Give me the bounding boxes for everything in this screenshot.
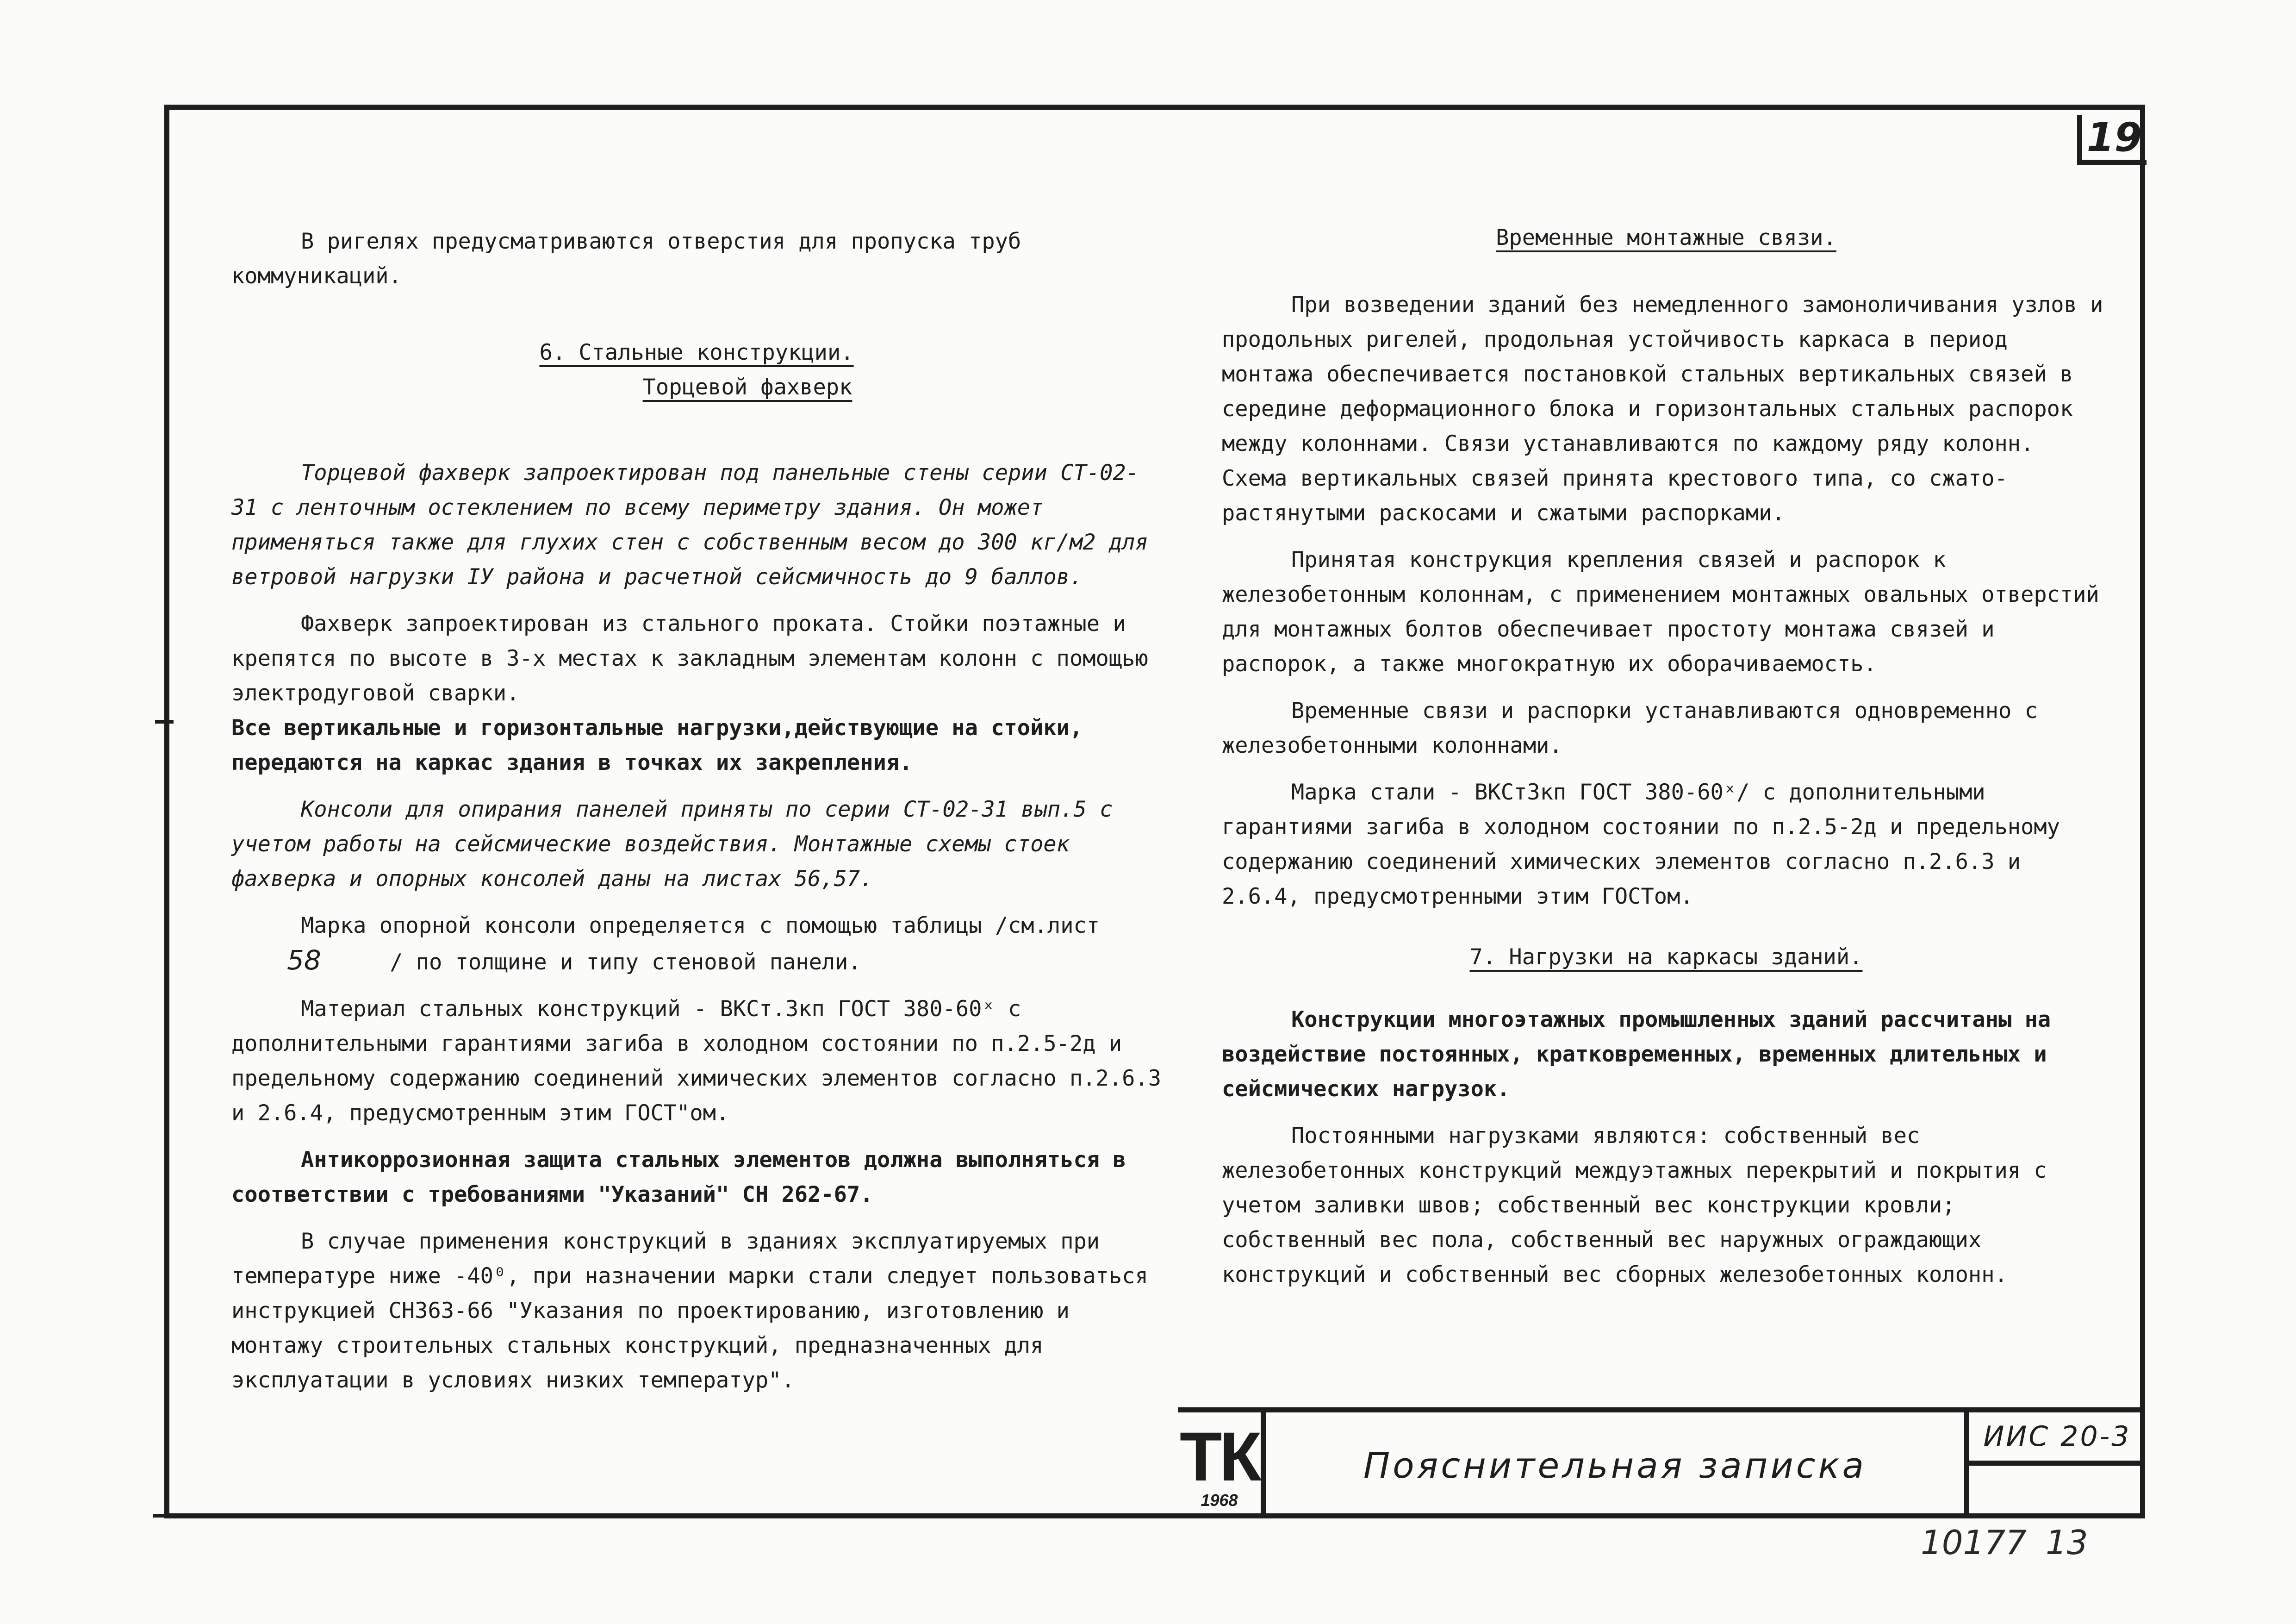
- paragraph-console-brand: Марка опорной консоли определяется с помощью таблицы /см.лист 58 / по толщине и типу стеновой панели.: [231, 908, 1162, 980]
- paragraph-framework-steel: Фахверк запроектирован из стального проката. Стойки поэтажные и крепятся по высоте в 3-х местах к закладным элементам колонн с помощью электродуговой сварки.: [231, 611, 1148, 706]
- document-title: Пояснительная записка: [1266, 1412, 1969, 1518]
- paragraph-loads-transfer: Все вертикальные и горизонтальные нагрузки,действующие на стойки, передаются на каркас здания в точках их закрепления.: [231, 715, 1083, 775]
- section6-title: 6. Стальные конструкции.: [539, 340, 854, 365]
- tk-logo-year: 1968: [1201, 1490, 1238, 1510]
- paragraph-erection-stability: При возведении зданий без немедленного замоноличивания узлов и продольных ригелей, продольная устойчивость каркаса в период монтажа обеспечивается постановкой стальных вертикальных связей в середине деформационного блока и горизонтальных стальных распорок между колоннами. Связи устанавливаются по каждому ряду колонн. Схема вертикальных связей принята крестового типа, со сжато-растянутыми раскосами и сжатыми распорками.: [1222, 292, 2103, 526]
- paragraph-steel-brand: Марка стали - ВКСт3кп ГОСТ 380-60ˣ/ с дополнительными гарантиями загиба в холодном состоянии по п.2.5-2д и предельному содержанию соединений химических элементов согласно п.2.6.3 и 2.6.4, предусмотренными этим ГОСТом.: [1222, 780, 2060, 909]
- paragraph-end-framework: Торцевой фахверк запроектирован под панельные стены серии СТ-02-31 с ленточным остеклением по всему периметру здания. Он может применяться также для глухих стен с собственным весом до 300 кг/м2 для ветровой нагрузки IУ района и расчетной сейсмичность до 9 баллов.: [231, 460, 1148, 590]
- tk-logo: [1178, 1412, 1266, 1518]
- paragraph-permanent-loads: Постоянными нагрузками являются: собственный вес железобетонных конструкций междуэтажных перекрытий и покрытия с учетом заливки швов; собственный вес конструкции кровли; собственный вес пола, собственный вес наружных ограждающих конструкций и собственный вес сборных железобетонных колонн.: [1222, 1123, 2047, 1287]
- paragraph-consoles: Консоли для опирания панелей приняты по серии СТ-02-31 вып.5 с учетом работы на сейсмические воздействия. Монтажные схемы стоек фахверка и опорных консолей даны на листах 56,57.: [231, 797, 1113, 892]
- margin-tick: [155, 720, 174, 724]
- paragraph-bracing-install: Временные связи и распорки устанавливаются одновременно с железобетонными колоннами.: [1222, 698, 2038, 758]
- page-mark: 19: [2077, 115, 2147, 165]
- bottom-edge-line: [153, 1514, 171, 1518]
- left-column: [231, 224, 1162, 1398]
- title-block: [1178, 1407, 2145, 1518]
- tk-logo-letters: ТК: [1179, 1417, 1259, 1495]
- page-number: 13: [2046, 1523, 2088, 1562]
- series-code: ИИС 20-3: [1969, 1412, 2145, 1466]
- section7-title: 7. Нагрузки на каркасы зданий.: [1469, 944, 1863, 970]
- section6-subtitle: Торцевой фахверк: [642, 375, 852, 400]
- paragraph-steel-material: Материал стальных конструкций - ВКСт.3кп ГОСТ 380-60ˣ с дополнительными гарантиями загиба в холодном состоянии по п.2.5-2д и предельному содержанию соединений химических элементов согласно п.2.6.3 и 2.6.4, предусмотренным этим ГОСТ"ом.: [231, 996, 1162, 1126]
- sheet-reference: 58: [287, 944, 321, 976]
- paragraph-design-loads: Конструкции многоэтажных промышленных зданий рассчитаны на воздействие постоянных, кратковременных, временных длительных и сейсмических нагрузок.: [1222, 1007, 2051, 1102]
- document-number: 10177: [1921, 1523, 2027, 1562]
- paragraph-bracing-fixing: Принятая конструкция крепления связей и распорок к железобетонным колоннам, с применением монтажных овальных отверстий для монтажных болтов обеспечивает простоту монтажа связей и распорок, а также многократную их оборачиваемость.: [1222, 547, 2099, 677]
- temporary-bracing-title: Временные монтажные связи.: [1496, 225, 1836, 250]
- right-column: [1222, 224, 2110, 1292]
- paragraph-anticorrosion: Антикоррозионная защита стальных элементов должна выполняться в соответствии с требованиями "Указаний" СН 262-67.: [231, 1147, 1126, 1207]
- paragraph-low-temperature: В случае применения конструкций в зданиях эксплуатируемых при температуре ниже -40⁰, при назначении марки стали следует пользоваться инструкцией СН363-66 "Указания по проектированию, изготовлению и монтажу строительных стальных конструкций, предназначенных для эксплуатации в условиях низких температур".: [231, 1229, 1148, 1393]
- paragraph-pipe-openings: В ригелях предусматриваются отверстия для пропуска труб коммуникаций.: [231, 229, 1021, 289]
